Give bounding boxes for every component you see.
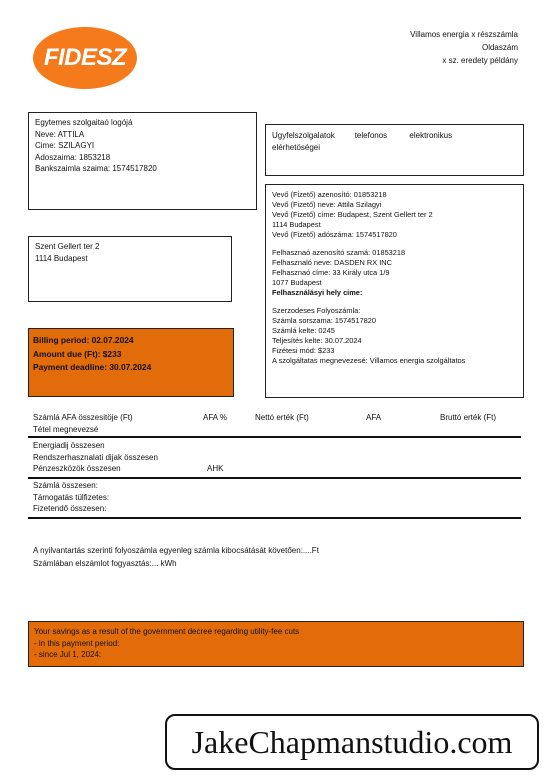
page-number-label: Oldaszám	[481, 43, 518, 52]
table-row: Energiadij összesen	[33, 441, 105, 450]
completion-date: Teljesítés kelte: 30.07.2024	[272, 336, 362, 345]
buyer-address: Vevő (Fizető) címe: Budapest, Szent Gellert ter 2	[272, 210, 433, 219]
table-header-net-value: Nettó erték (Ft)	[255, 413, 309, 422]
invoice-title: Villamos energia x részszámla	[410, 30, 518, 39]
provider-logo-label: Egytemes szolgaitaó logójá	[35, 118, 133, 127]
mailing-street: Szent Gellert ter 2	[35, 242, 100, 251]
amount-due: Amount due (Ft): $233	[33, 348, 122, 359]
billing-summary-box	[28, 328, 234, 397]
balance-note: A nyilvantartás szerinti folyoszámla egyenleg számla kibocsátását követően:....Ft	[33, 546, 319, 555]
logo-text: FIDESZ	[43, 44, 127, 71]
invoice-header	[410, 28, 518, 67]
payment-method: Fizétesi mód: $233	[272, 346, 335, 355]
table-header-vat-percent: AFA %	[203, 413, 228, 422]
buyer-id: Vevő (Fizető) azenosító: 01853218	[272, 190, 387, 199]
balance-notes	[33, 545, 319, 570]
amount-payable: Fizetendő összesen:	[33, 504, 107, 513]
buyer-name: Vevő (Fizető) neve: Attila Szilagyi	[272, 200, 382, 209]
table-divider-top	[28, 436, 521, 438]
user-name: Felhasznaló neve: DASDEN RX INC	[272, 258, 392, 267]
buyer-details-box	[265, 184, 524, 398]
invoice-total: Számlá összesen:	[33, 481, 98, 490]
subsidy-overpayment: Támogatás tülfizetes:	[33, 492, 110, 502]
buyer-city: 1114 Budapest	[272, 220, 321, 229]
savings-period: - in this payment period:	[34, 638, 120, 648]
savings-since: - since Jul 1, 2024:	[34, 650, 102, 659]
table-row: Rendszerhasznalati dijak összesen	[33, 452, 158, 462]
provider-tax-number: Adoszaima: 1853218	[35, 152, 111, 162]
provider-bank-account: Bankszaimla szaima: 1574517820	[35, 164, 157, 173]
customer-service-box	[265, 124, 524, 176]
provider-box	[28, 112, 257, 210]
savings-box	[28, 621, 524, 667]
user-id: Felhasznaó azenosító szamá: 01853218	[272, 248, 406, 257]
ahk-label: AHK	[207, 464, 224, 473]
table-header-gross-value: Bruttó erték (Ft)	[440, 413, 497, 422]
user-address: Felhasznaó címe: 33 Király utca 1/9	[272, 268, 390, 277]
watermark-badge	[165, 714, 539, 770]
table-header-summary: Számlá AFA összesitöje (Ft)	[33, 413, 133, 422]
savings-title: Your savings as a result of the government decree regarding utility-fee cuts	[34, 627, 300, 636]
user-city: 1077 Budapest	[272, 278, 322, 287]
copy-label: x sz. eredety példány	[442, 56, 518, 65]
invoice-issue-date: Számlá kelte: 0245	[272, 326, 335, 335]
table-body	[33, 440, 158, 475]
billing-period: Billing period: 02.07.2024	[33, 335, 134, 345]
totals-divider	[28, 517, 521, 519]
mailing-city: 1114 Budapest	[35, 253, 88, 263]
mailing-address-box	[28, 236, 232, 302]
table-row: Pénzeszközök összesen	[33, 464, 121, 473]
consumption-place-label: Felhasználásyi hely cime:	[272, 288, 363, 297]
payment-deadline: Payment deadline: 30.07.2024	[33, 362, 152, 372]
service-name: A szolgáltatas megnevezesé: Villamos energia szolgáltatos	[272, 356, 466, 365]
watermark-text: JakeChapmanstudio.com	[191, 723, 513, 760]
invoice-number: Számla sorszama: 1574517820	[272, 316, 376, 325]
service-availability-label: elérhetöségei	[272, 142, 321, 152]
table-subheader: Tétel megnevezsé	[33, 425, 99, 434]
table-header-vat: AFA	[366, 413, 382, 422]
fidesz-logo	[33, 27, 137, 89]
consumption-note: Számlában elszámlot fogyasztás:... kWh	[33, 558, 177, 568]
provider-name: Neve: ATTILA	[35, 129, 85, 139]
totals-block	[33, 480, 109, 515]
contract-account-label: Szerzodeses Folyoszámla:	[272, 306, 361, 315]
service-contacts-label: Ugyfelszolgalatok telefonos elektronikus	[272, 131, 453, 140]
table-divider-bottom	[28, 477, 521, 479]
provider-address: Cime: SZILAGYI	[35, 141, 95, 150]
buyer-tax-number: Vevő (Fizető) adószáma: 1574517820	[272, 230, 397, 239]
